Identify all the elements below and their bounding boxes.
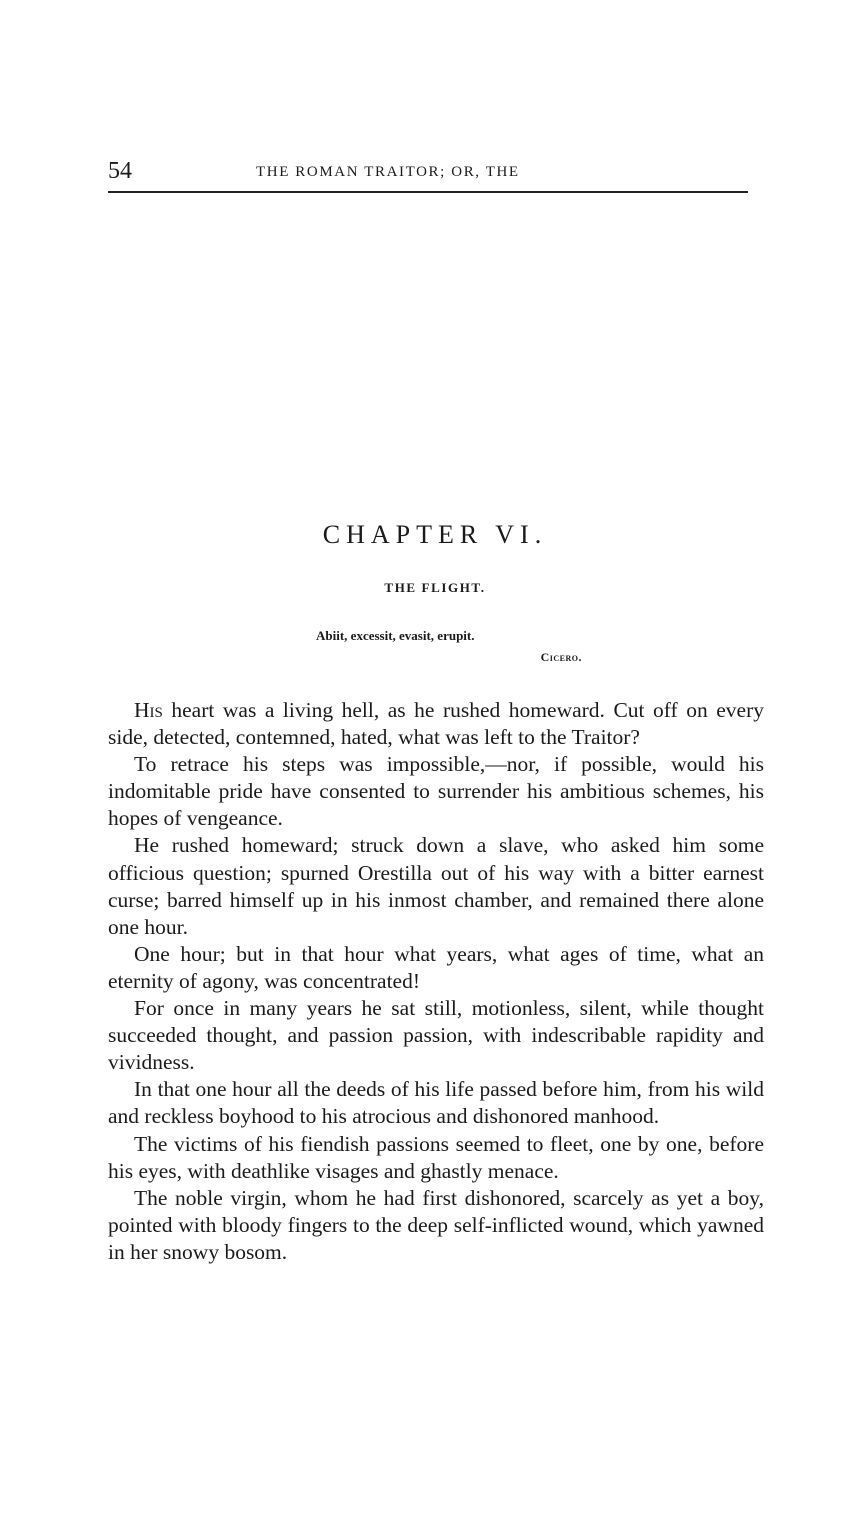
header-rule xyxy=(108,191,748,193)
paragraph-text: heart was a living hell, as he rushed homeward. Cut off on every side, detected, contemned, hated, what was left to the Traitor? xyxy=(108,698,764,750)
chapter-title: CHAPTER VI. xyxy=(322,520,548,549)
paragraph: To retrace his steps was impossible,—nor, if possible, would his indomitable pride have consented to surrender his ambitious schemes, his hopes of vengeance. xyxy=(108,752,764,831)
running-head: THE ROMAN TRAITOR; OR, THE xyxy=(256,164,520,180)
page-header xyxy=(108,156,750,186)
paragraph: He rushed homeward; struck down a slave, who asked him some officious question; spurned Orestilla out of his way with a bitter earnest curse; barred himself up in his inmost chamber, and remained there alone one hour. xyxy=(108,833,764,939)
paragraph: One hour; but in that hour what years, what ages of time, what an eternity of agony, was concentrated! xyxy=(108,941,764,993)
paragraph: The noble virgin, whom he had first dishonored, scarcely as yet a boy, pointed with bloody fingers to the deep self-inflicted wound, which yawned in her snowy bosom. xyxy=(108,1185,764,1264)
paragraph xyxy=(108,697,764,751)
paragraph: For once in many years he sat still, motionless, silent, while thought succeeded thought, and passion passion, with indescribable rapidity and vividness. xyxy=(108,996,764,1075)
body-text xyxy=(108,697,764,1266)
chapter-subtitle: THE FLIGHT. xyxy=(384,580,486,595)
first-word: His xyxy=(134,698,163,722)
page-number: 54 xyxy=(108,158,132,184)
paragraph: The victims of his fiendish passions seemed to fleet, one by one, before his eyes, with deathlike visages and ghastly menace. xyxy=(108,1131,764,1183)
paragraph: In that one hour all the deeds of his life passed before him, from his wild and reckless boyhood to his atrocious and dishonored manhood. xyxy=(108,1077,764,1129)
epigraph xyxy=(316,625,586,667)
epigraph-text: Abiit, excessit, evasit, erupit. xyxy=(316,628,475,643)
epigraph-attribution: Cicero. xyxy=(540,650,582,664)
